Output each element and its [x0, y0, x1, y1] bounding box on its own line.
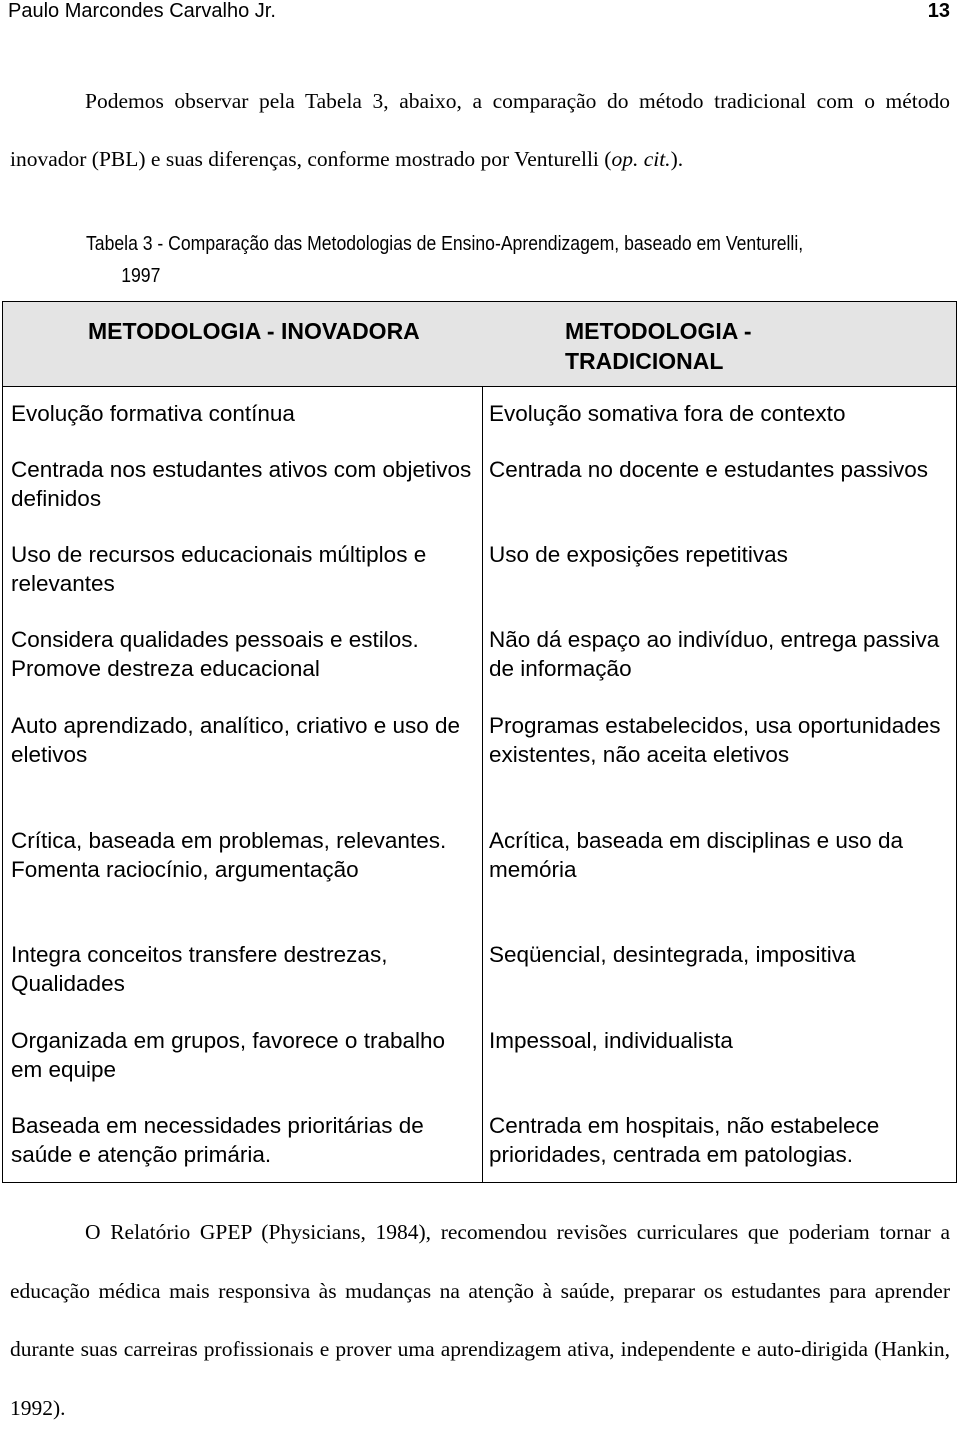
intro-text: Podemos observar pela Tabela 3, abaixo, a comparação do método tradicional com o método inovador (PBL) e suas diferenças, conforme mostrado por Venturelli (	[10, 89, 950, 171]
page-header	[8, 0, 950, 26]
row-3-right: Uso de exposições repetitivas	[489, 542, 788, 567]
row-1-right: Evolução somativa fora de contexto	[489, 401, 846, 426]
header-innovative: METODOLOGIA - INOVADORA	[88, 318, 420, 344]
table-caption	[86, 228, 957, 292]
row-5-right: Programas estabelecidos, usa oportunidades existentes, não aceita eletivos	[489, 713, 941, 767]
page-number: 13	[927, 0, 950, 22]
row-7-right: Seqüencial, desintegrada, impositiva	[489, 942, 856, 967]
row-7-left: Integra conceitos transfere destrezas, Qualidades	[11, 942, 388, 996]
row-6-left: Crítica, baseada em problemas, relevantes. Fomenta raciocínio, argumentação	[11, 828, 447, 882]
closing-paragraph: O Relatório GPEP (Physicians, 1984), recomendou revisões curriculares que poderiam tornar a educação médica mais responsiva às mudanças na atenção à saúde, preparar os estudantes para aprender durante suas carreiras profissionais e prover uma aprendizagem ativa, independente e auto-dirigida (Hankin, 1992).	[10, 1220, 950, 1420]
intro-citation-italic: op. cit.	[611, 147, 671, 171]
row-2-right: Centrada no docente e estudantes passivos	[489, 457, 929, 482]
caption-line-1: Tabela 3 - Comparação das Metodologias de Ensino-Aprendizagem, baseado em Venturelli,	[86, 233, 804, 255]
header-traditional-line-1: METODOLOGIA -	[565, 318, 752, 344]
row-4-right: Não dá espaço ao indivíduo, entrega passiva de informação	[489, 627, 940, 681]
intro-paragraph	[10, 72, 950, 188]
row-6-right: Acrítica, baseada em disciplinas e uso da memória	[489, 828, 903, 882]
column-divider	[482, 386, 483, 1182]
row-8-right: Impessoal, individualista	[489, 1028, 733, 1053]
intro-text-end: ).	[670, 147, 684, 171]
row-9-right: Centrada em hospitais, não estabelece prioridades, centrada em patologias.	[489, 1113, 880, 1167]
row-1-left: Evolução formativa contínua	[11, 401, 295, 426]
row-9-left: Baseada em necessidades prioritárias de saúde e atenção primária.	[11, 1113, 424, 1167]
row-8-left: Organizada em grupos, favorece o trabalho em equipe	[11, 1028, 446, 1082]
row-3-left: Uso de recursos educacionais múltiplos e relevantes	[11, 542, 427, 596]
author-name: Paulo Marcondes Carvalho Jr.	[8, 0, 276, 22]
header-traditional	[565, 316, 865, 376]
header-traditional-line-2: TRADICIONAL	[565, 348, 724, 374]
row-4-left: Considera qualidades pessoais e estilos. Promove destreza educacional	[11, 627, 419, 681]
comparison-table	[2, 301, 957, 1183]
row-2-left: Centrada nos estudantes ativos com objetivos definidos	[11, 457, 472, 511]
row-5-left: Auto aprendizado, analítico, criativo e uso de eletivos	[11, 713, 461, 767]
table-header	[3, 302, 956, 387]
caption-line-2: 1997	[121, 265, 161, 287]
